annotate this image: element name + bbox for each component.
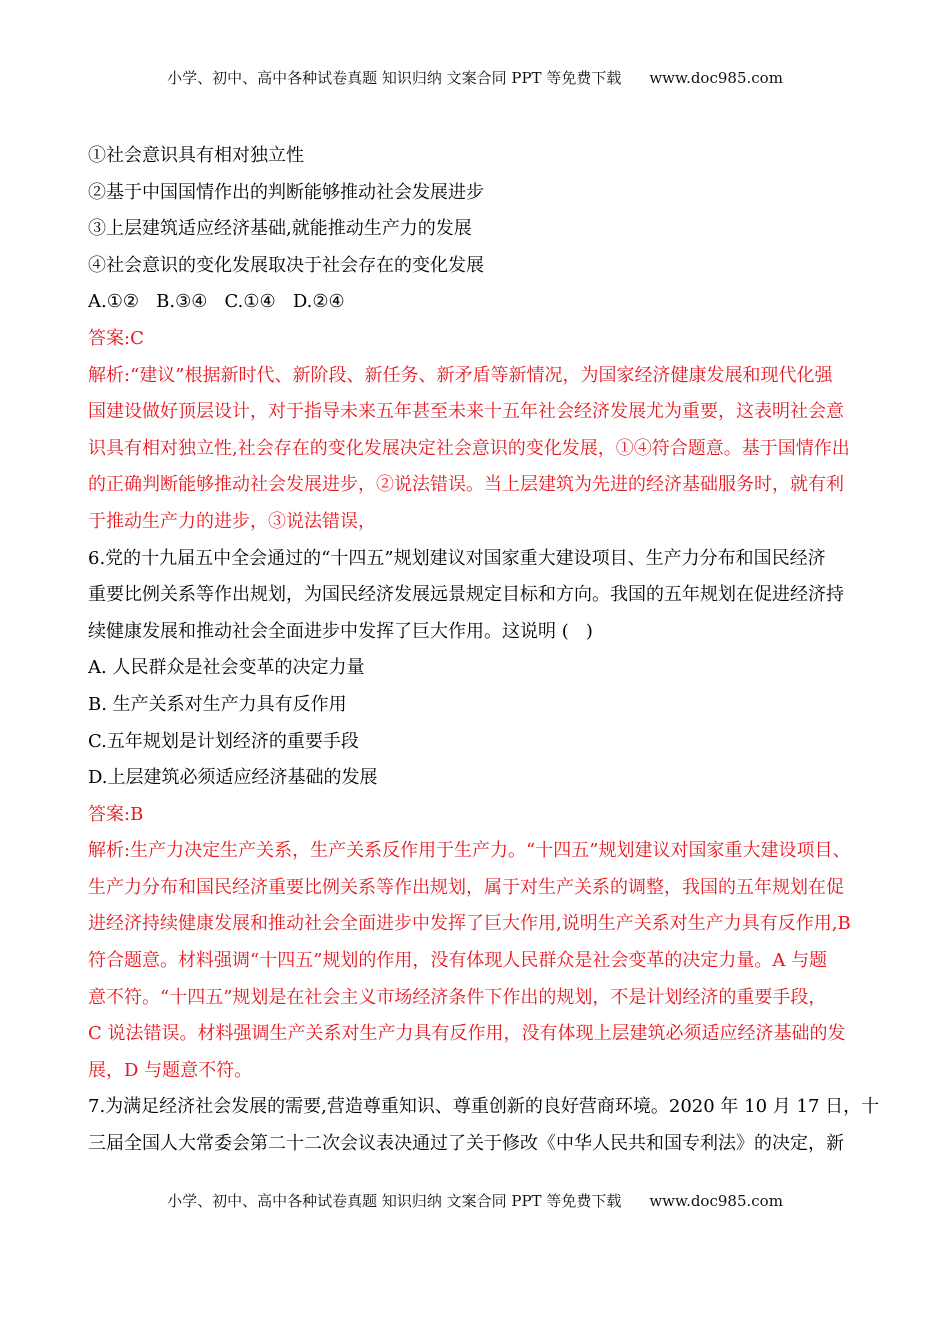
footer-text: 小学、初中、高中各种试卷真题 知识归纳 文案合同 PPT 等免费下载: [167, 1192, 622, 1210]
q5-option: ③上层建筑适应经济基础,就能推动生产力的发展: [88, 218, 472, 240]
q6-option: B. 生产关系对生产力具有反作用: [88, 693, 347, 715]
q5-analysis-line: 解析:“建议”根据新时代、新阶段、新任务、新矛盾等新情况，为国家经济健康发展和现代化强: [88, 364, 833, 386]
q7-stem-line: 7.为满足经济社会发展的需要,营造尊重知识、尊重创新的良好营商环境。2020 年 10 月 17 日，十: [88, 1096, 880, 1118]
q6-analysis-line: 展，D 与题意不符。: [88, 1059, 253, 1081]
document-body: [88, 138, 898, 1163]
q6-option: A. 人民群众是社会变革的决定力量: [88, 657, 365, 679]
q6-stem-line: 续健康发展和推动社会全面进步中发挥了巨大作用。这说明 ( ): [88, 620, 593, 642]
q6-stem-line: 重要比例关系等作出规划，为国民经济发展远景规定目标和方向。我国的五年规划在促进经济持: [88, 584, 844, 606]
page-footer: [0, 1191, 950, 1211]
q6-analysis-line: 进经济持续健康发展和推动社会全面进步中发挥了巨大作用,说明生产关系对生产力具有反作用,B: [88, 913, 851, 935]
q7-stem-line: 三届全国人大常委会第二十二次会议表决通过了关于修改《中华人民共和国专利法》的决定，新: [88, 1133, 844, 1155]
q6-stem-line: 6.党的十九届五中全会通过的“十四五”规划建议对国家重大建设项目、生产力分布和国民经济: [88, 547, 826, 569]
q6-analysis-line: 符合题意。材料强调“十四五”规划的作用，没有体现人民群众是社会变革的决定力量。A 与题: [88, 950, 828, 972]
q5-analysis-line: 的正确判断能够推动社会发展进步，②说法错误。当上层建筑为先进的经济基础服务时，就有利: [88, 474, 844, 496]
q6-analysis-line: 解析:生产力决定生产关系，生产关系反作用于生产力。“十四五”规划建议对国家重大建设项目、: [88, 840, 851, 862]
q5-analysis-line: 于推动生产力的进步，③说法错误，: [88, 510, 376, 532]
q6-analysis-line: 生产力分布和国民经济重要比例关系等作出规划，属于对生产关系的调整，我国的五年规划在促: [88, 876, 844, 898]
q6-analysis-line: C 说法错误。材料强调生产关系对生产力具有反作用，没有体现上层建筑必须适应经济基础的发: [88, 1023, 846, 1045]
q6-answer: 答案:B: [88, 803, 144, 825]
header-text: 小学、初中、高中各种试卷真题 知识归纳 文案合同 PPT 等免费下载: [167, 69, 622, 87]
page-header: [0, 68, 950, 88]
q5-option: ①社会意识具有相对独立性: [88, 145, 304, 166]
q6-option: D.上层建筑必须适应经济基础的发展: [88, 767, 378, 789]
header-url: www.doc985.com: [649, 69, 783, 87]
q5-answer: 答案:C: [88, 327, 144, 349]
q5-choices: A.①② B.③④ C.①④ D.②④: [88, 291, 345, 313]
q6-analysis-line: 意不符。“十四五”规划是在社会主义市场经济条件下作出的规划，不是计划经济的重要手段，: [88, 986, 827, 1008]
q5-option: ④社会意识的变化发展取决于社会存在的变化发展: [88, 254, 484, 276]
q5-analysis-line: 识具有相对独立性,社会存在的变化发展决定社会意识的变化发展，①④符合题意。基于国情作出: [88, 437, 850, 459]
q5-analysis-line: 国建设做好顶层设计，对于指导未来五年甚至未来十五年社会经济发展尤为重要，这表明社会意: [88, 401, 844, 423]
q6-option: C.五年规划是计划经济的重要手段: [88, 730, 359, 752]
q5-option: ②基于中国国情作出的判断能够推动社会发展进步: [88, 181, 484, 203]
footer-url: www.doc985.com: [649, 1192, 783, 1210]
